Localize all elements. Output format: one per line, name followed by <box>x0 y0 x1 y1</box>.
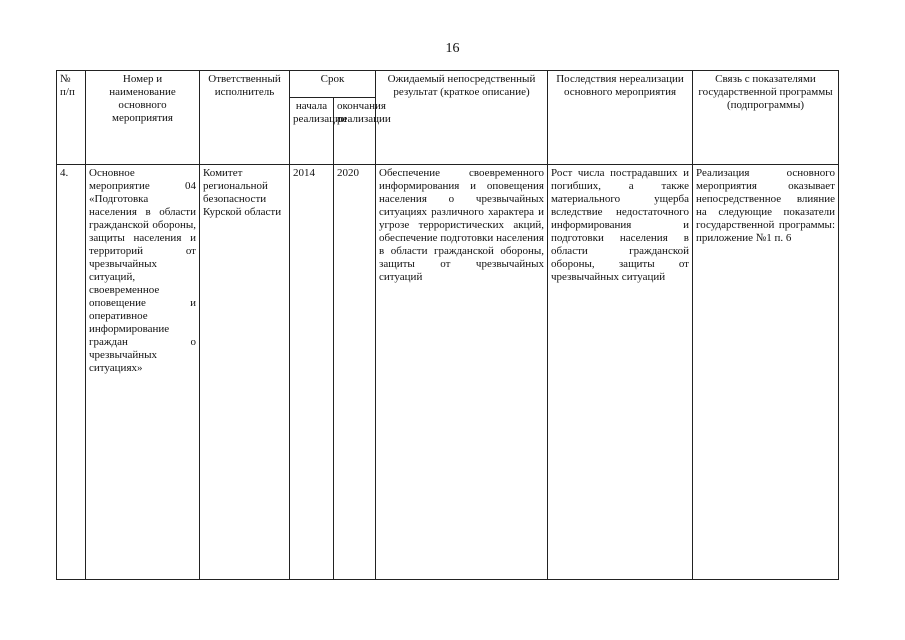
header-expected-result: Ожидаемый непосредственный результат (краткое описание) <box>376 71 548 165</box>
header-term-start: начала реализации <box>290 98 334 165</box>
header-term-end: окончания реализации <box>334 98 376 165</box>
activities-table <box>56 70 839 580</box>
header-consequences: Последствия нереализации основного мероприятия <box>548 71 693 165</box>
header-num: № п/п <box>57 71 86 165</box>
row-start-year: 2014 <box>290 165 334 580</box>
header-executor: Ответственный исполнитель <box>200 71 290 165</box>
row-indicator-link: Реализация основного мероприятия оказывает непосредственное влияние на следующие показатели государственной программы: приложение №1 п. 6 <box>693 165 839 580</box>
row-end-year: 2020 <box>334 165 376 580</box>
header-indicator-link: Связь с показателями государственной программы (подпрограммы) <box>693 71 839 165</box>
row-activity-name: Основное мероприятие 04 «Подготовка населения в области гражданской обороны, защиты населения и территорий от чрезвычайных ситуаций, своевременное оповещение и оперативное информирование граждан о чрезвычайных ситуациях» <box>86 165 200 580</box>
header-term: Срок <box>290 71 376 98</box>
row-expected-result: Обеспечение своевременного информирования и оповещения населения о чрезвычайных ситуациях различного характера и угрозе террористических акций, обеспечение подготовки населения в области гражданской обороны, защиты от чрезвычайных ситуаций <box>376 165 548 580</box>
row-executor: Комитет региональной безопасности Курской области <box>200 165 290 580</box>
header-activity-name: Номер и наименование основного мероприятия <box>86 71 200 165</box>
table-row <box>57 165 839 580</box>
row-consequences: Рост числа пострадавших и погибших, а также материального ущерба вследствие недостаточного информирования и подготовки населения в области гражданской обороны, защиты от чрезвычайных ситуаций <box>548 165 693 580</box>
row-num: 4. <box>57 165 86 580</box>
page-number: 16 <box>445 41 460 56</box>
